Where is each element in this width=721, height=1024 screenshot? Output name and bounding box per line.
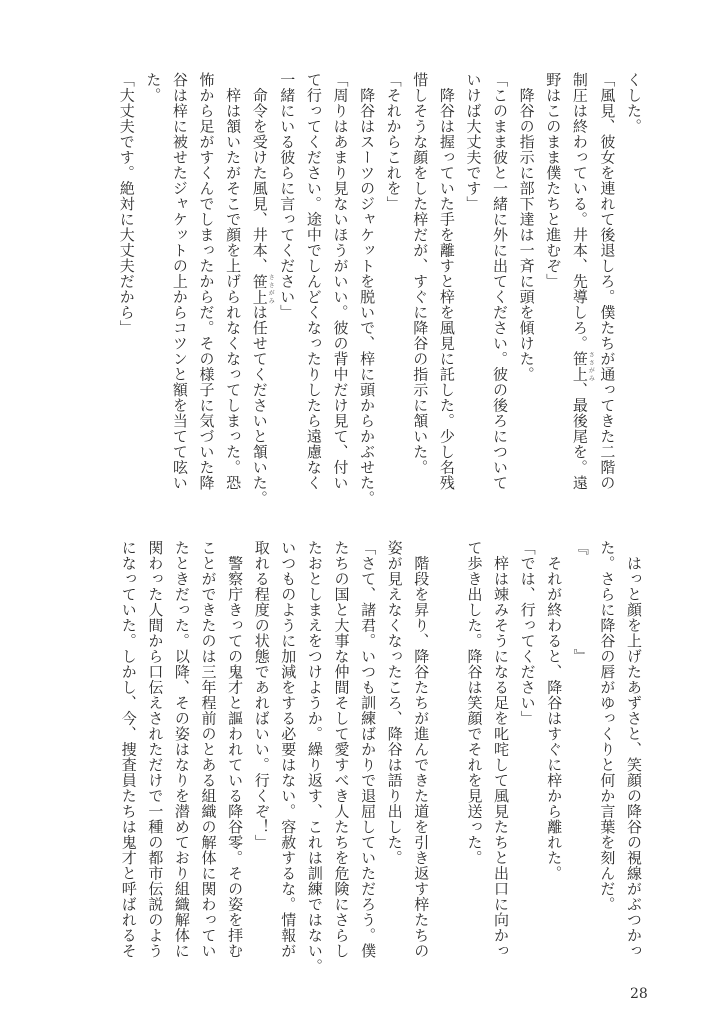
text-line <box>246 72 274 512</box>
line-text: それが終わると、降谷はすぐに梓から離れた。 <box>545 540 564 881</box>
text-line <box>461 540 488 980</box>
line-text: たときだった。以降、その姿はなりを潜めており組織解体に <box>172 540 191 959</box>
text-line <box>168 540 195 980</box>
text-line <box>274 72 301 512</box>
text-line <box>513 72 540 512</box>
text-line <box>328 540 355 980</box>
line-text: 「このまま彼と一緒に外に出てください。彼の後ろについて <box>491 72 510 491</box>
ruby-annotation <box>570 351 595 382</box>
text-line <box>620 72 647 512</box>
text-line <box>195 540 222 980</box>
line-text: 警察庁きっての鬼才と謳われている降谷零。その姿を拝む <box>226 540 245 959</box>
text-line <box>115 540 142 980</box>
line-text: 制圧は終わっている。井本、先導しろ。 <box>570 72 589 351</box>
line-text: 「大丈夫です。絶対に大丈夫だから」 <box>117 72 136 336</box>
text-line <box>514 540 541 980</box>
line-text: 谷は梓に被せたジャケットの上からコツンと額を当てて呟い <box>170 72 189 491</box>
text-line <box>301 540 328 980</box>
text-line <box>248 540 275 980</box>
line-text: 「さて、諸君。いつも訓練ばかりで退屈していただろう。僕 <box>359 540 378 959</box>
line-text: 「周りはあまり見ないほうがいい。彼の背中だけ見て、付い <box>331 72 350 491</box>
ruby-base: 笹上 <box>570 351 589 382</box>
line-text: になっていた。しかし、今、捜査員たちは鬼才と呼ばれるそ <box>119 540 138 959</box>
line-text: 降谷の指示に部下達は一斉に頭を傾けた。 <box>517 72 536 382</box>
line-text: 、最後尾を。遠 <box>570 382 589 491</box>
text-line <box>381 540 408 980</box>
text-line <box>354 540 381 980</box>
line-text: 取れる程度の状態であればいい。行くぞ！」 <box>252 540 271 850</box>
ruby-base: 笹上 <box>250 273 269 305</box>
line-text: 『 』 <box>571 540 590 664</box>
line-text: 階段を昇り、降谷たちが進んできた道を引き返す梓たちの <box>412 540 431 959</box>
line-text: いけば大丈夫です」 <box>464 72 483 212</box>
line-text: 梓は頷いたがそこで顔を上げられなくなってしまった。恐 <box>224 72 243 491</box>
text-line <box>594 540 621 980</box>
text-line <box>433 72 460 512</box>
top-text-block <box>115 72 647 512</box>
text-line <box>300 72 327 512</box>
text-line <box>566 72 594 512</box>
line-text: たおとしまえをつけようか。繰り返す、これは訓練ではない。 <box>305 540 324 974</box>
text-line <box>380 72 407 512</box>
text-line <box>113 72 140 512</box>
text-line <box>353 72 380 512</box>
text-line <box>220 72 247 512</box>
line-text: 「それからこれを」 <box>384 72 403 212</box>
text-line <box>541 540 568 980</box>
line-text: ことができたのは三年程前のとある組織の解体に関わってい <box>199 540 218 959</box>
text-line <box>486 72 513 512</box>
ruby-annotation <box>250 273 275 305</box>
line-text: 「では、行ってください」 <box>518 540 537 726</box>
text-line <box>327 72 354 512</box>
line-text: た。 <box>144 72 163 103</box>
text-line <box>460 72 487 512</box>
text-line <box>594 72 621 512</box>
line-text: いつものように加減をする必要はない。容赦するな。情報が <box>279 540 298 959</box>
text-line <box>142 540 169 980</box>
line-text: て行ってください。途中でしんどくなったりしたら遠慮なく <box>304 72 323 491</box>
line-text: 命令を受けた風見、井本、 <box>250 72 269 274</box>
bottom-text-block <box>115 540 647 980</box>
page-number: 28 <box>630 986 648 1002</box>
text-line <box>567 540 594 980</box>
text-line <box>540 72 567 512</box>
line-text: 野はこのまま僕たちと進むぞ」 <box>544 72 563 289</box>
line-text: 怖から足がすくんでしまったからだ。その様子に気づいた降 <box>197 72 216 491</box>
line-text: て歩き出した。降谷は笑顔でそれを見送った。 <box>465 540 484 866</box>
text-line <box>407 72 434 512</box>
text-line <box>408 540 435 980</box>
text-line <box>193 72 220 512</box>
text-line <box>620 540 647 980</box>
text-line <box>166 72 193 512</box>
line-text: 降谷はスーツのジャケットを脱いで、梓に頭からかぶせた。 <box>358 72 377 506</box>
text-line <box>140 72 167 512</box>
line-text: 一緒にいる彼らに言ってください」 <box>278 72 297 320</box>
text-line <box>487 540 514 980</box>
line-text: 惜しそうな顔をした梓だが、すぐに降谷の指示に頷いた。 <box>411 72 430 475</box>
line-text: 降谷は握っていた手を離すと梓を風見に託した。少し名残 <box>437 72 456 491</box>
line-text: 関わった人間から口伝えされただけで一種の都市伝説のよう <box>146 540 165 959</box>
line-text: は任せてくださいと頷いた。 <box>250 304 269 506</box>
ruby-reading: ささがみ <box>587 351 595 382</box>
text-line <box>275 540 302 980</box>
line-text: たちの国と大事な仲間そして愛すべき人たちを危険にさらし <box>332 540 351 959</box>
ruby-reading: ささがみ <box>267 273 275 305</box>
text-line <box>434 540 461 980</box>
line-text: た。さらに降谷の唇がゆっくりと何か言葉を刻んだ。 <box>598 540 617 912</box>
line-text: 「風見、彼女を連れて後退しろ。僕たちが通ってきた二階の <box>598 72 617 491</box>
line-text: 梓は竦みそうになる足を叱咤して風見たちと出口に向かっ <box>492 540 511 959</box>
line-text: 姿が見えなくなったころ、降谷は語り出した。 <box>385 540 404 866</box>
line-text: はっと顔を上げたあずさと、笑顔の降谷の視線がぶつかっ <box>625 540 643 959</box>
line-text: くした。 <box>625 72 643 134</box>
text-line <box>222 540 249 980</box>
